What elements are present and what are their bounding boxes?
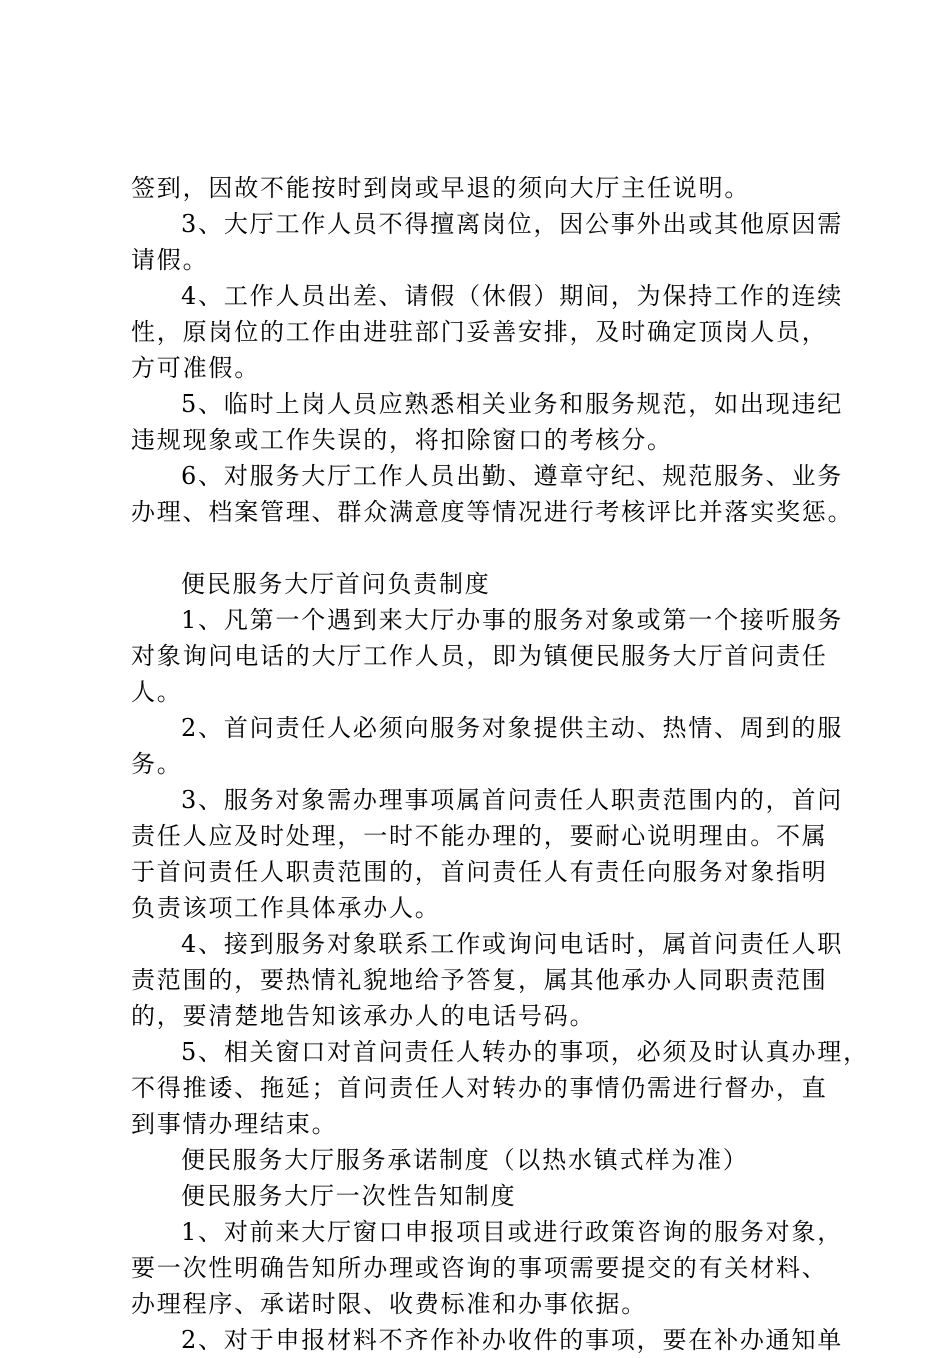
text-line: 负责该项工作具体承办人。 bbox=[131, 894, 441, 922]
text-line: 4、接到服务对象联系工作或询问电话时，属首问责任人职 bbox=[181, 930, 844, 958]
text-line: 到事情办理结束。 bbox=[131, 1110, 338, 1138]
document-body bbox=[131, 170, 869, 1358]
section-heading: 便民服务大厅服务承诺制度（以热水镇式样为准） bbox=[181, 1146, 749, 1174]
text-line: 办理、档案管理、群众满意度等情况进行考核评比并落实奖惩。 bbox=[131, 498, 854, 526]
text-line: 4、工作人员出差、请假（休假）期间，为保持工作的连续 bbox=[181, 282, 844, 310]
text-line: 要一次性明确告知所办理或咨询的事项需要提交的有关材料、 bbox=[131, 1254, 828, 1282]
text-line: 3、大厅工作人员不得擅离岗位，因公事外出或其他原因需 bbox=[181, 210, 844, 238]
text-line: 责任人应及时处理，一时不能办理的，要耐心说明理由。不属 bbox=[131, 822, 828, 850]
text-line: 人。 bbox=[131, 678, 183, 706]
text-line: 性，原岗位的工作由进驻部门妥善安排，及时确定顶岗人员， bbox=[131, 318, 828, 346]
text-line: 的，要清楚地告知该承办人的电话号码。 bbox=[131, 1002, 596, 1030]
text-line: 请假。 bbox=[131, 246, 209, 274]
text-line: 5、临时上岗人员应熟悉相关业务和服务规范，如出现违纪 bbox=[181, 390, 844, 418]
blank-line bbox=[131, 530, 833, 566]
section-heading: 便民服务大厅首问负责制度 bbox=[181, 570, 491, 598]
text-line: 6、对服务大厅工作人员出勤、遵章守纪、规范服务、业务 bbox=[181, 462, 844, 490]
text-line: 5、相关窗口对首问责任人转办的事项，必须及时认真办理， bbox=[181, 1038, 869, 1066]
section-heading: 便民服务大厅一次性告知制度 bbox=[181, 1182, 517, 1210]
text-line: 3、服务对象需办理事项属首问责任人职责范围内的，首问 bbox=[181, 786, 844, 814]
text-line: 2、对于申报材料不齐作补办收件的事项，要在补办通知单 bbox=[181, 1326, 844, 1354]
text-line: 务。 bbox=[131, 750, 183, 778]
text-line: 对象询问电话的大厅工作人员，即为镇便民服务大厅首问责任 bbox=[131, 642, 828, 670]
text-line: 办理程序、承诺时限、收费标准和办事依据。 bbox=[131, 1290, 647, 1318]
text-line: 违规现象或工作失误的，将扣除窗口的考核分。 bbox=[131, 426, 673, 454]
text-line: 于首问责任人职责范围的，首问责任人有责任向服务对象指明 bbox=[131, 858, 828, 886]
text-line: 签到，因故不能按时到岗或早退的须向大厅主任说明。 bbox=[131, 174, 751, 202]
text-line: 方可准假。 bbox=[131, 354, 260, 382]
text-line: 1、对前来大厅窗口申报项目或进行政策咨询的服务对象， bbox=[181, 1218, 844, 1246]
text-line: 责范围的，要热情礼貌地给予答复，属其他承办人同职责范围 bbox=[131, 966, 828, 994]
text-line: 1、凡第一个遇到来大厅办事的服务对象或第一个接听服务 bbox=[181, 606, 844, 634]
text-line: 2、首问责任人必须向服务对象提供主动、热情、周到的服 bbox=[181, 714, 844, 742]
text-line: 不得推诿、拖延；首问责任人对转办的事情仍需进行督办，直 bbox=[131, 1074, 828, 1102]
